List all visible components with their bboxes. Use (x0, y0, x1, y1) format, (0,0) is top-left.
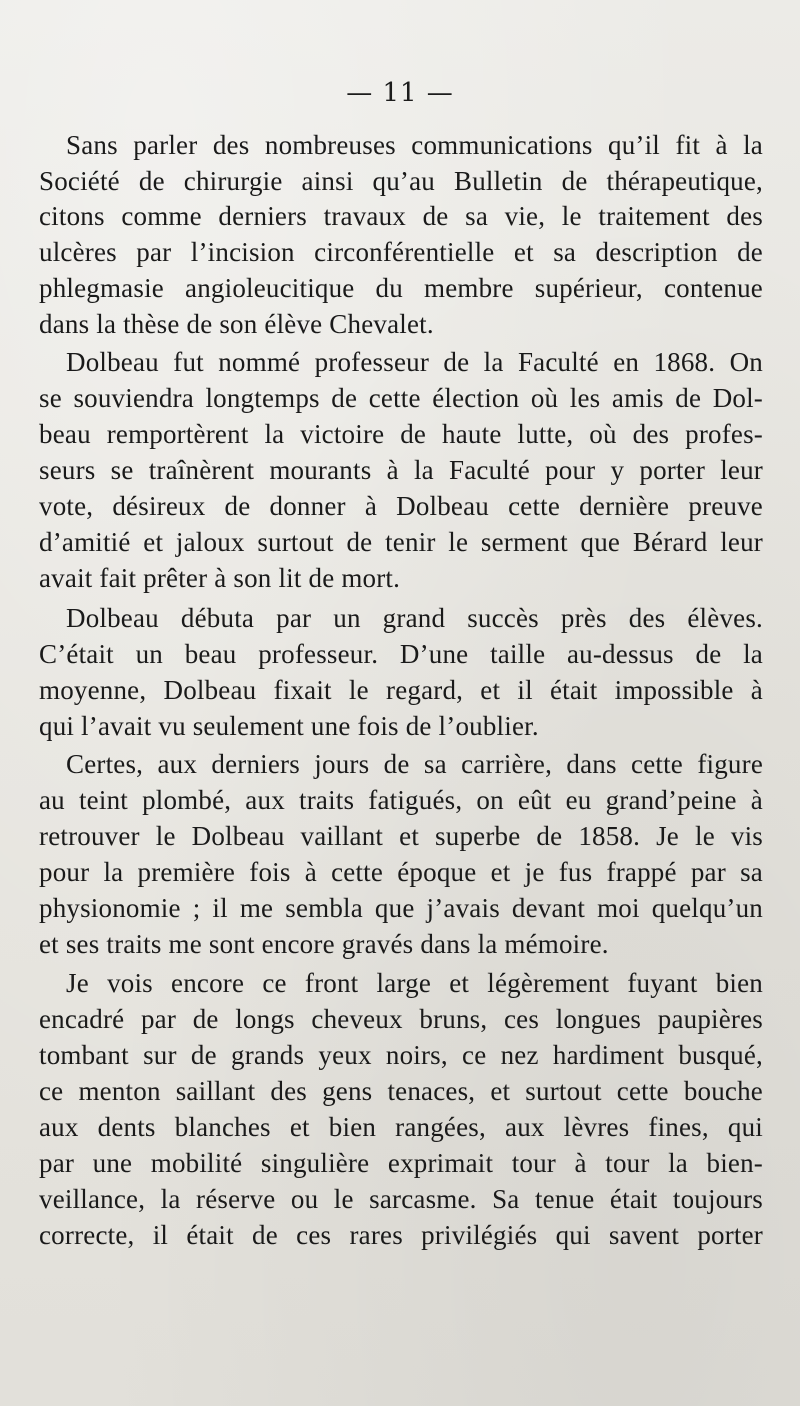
text-line: correcte, il était de ces rares privilégiés qui savent porter (39, 1220, 763, 1250)
text-line: citons comme derniers travaux de sa vie, le traitement des (39, 201, 763, 231)
text-line: se souviendra longtemps de cette élection où les amis de Dol- (39, 383, 763, 413)
text-line: tombant sur de grands yeux noirs, ce nez hardiment busqué, (39, 1040, 763, 1070)
text-line: Certes, aux derniers jours de sa carrière, dans cette figure (66, 749, 763, 779)
text-line: Dolbeau débuta par un grand succès près des élèves. (66, 603, 763, 633)
text-line: au teint plombé, aux traits fatigués, on eût eu grand’peine à (39, 785, 763, 815)
text-line: Je vois encore ce front large et légèrement fuyant bien (66, 968, 763, 998)
text-line: Dolbeau fut nommé professeur de la Faculté en 1868. On (66, 347, 763, 377)
text-line: avait fait prêter à son lit de mort. (39, 563, 401, 593)
text-line: pour la première fois à cette époque et je fus frappé par sa (39, 857, 763, 887)
text-line: Société de chirurgie ainsi qu’au Bulletin de thérapeutique, (39, 166, 763, 196)
text-line: retrouver le Dolbeau vaillant et superbe de 1858. Je le vis (39, 821, 763, 851)
text-line: dans la thèse de son élève Chevalet. (39, 309, 434, 339)
text-line: veillance, la réserve ou le sarcasme. Sa tenue était toujours (39, 1184, 763, 1214)
text-line: vote, désireux de donner à Dolbeau cette dernière preuve (39, 491, 763, 521)
text-line: C’était un beau professeur. D’une taille au-dessus de la (39, 639, 763, 669)
text-line: encadré par de longs cheveux bruns, ces longues paupières (39, 1004, 763, 1034)
text-line: ce menton saillant des gens tenaces, et surtout cette bouche (39, 1076, 763, 1106)
text-line: par une mobilité singulière exprimait tour à tour la bien- (39, 1148, 763, 1178)
text-line: seurs se traînèrent mourants à la Faculté pour y porter leur (39, 455, 763, 485)
text-line: beau remportèrent la victoire de haute lutte, où des profes- (39, 419, 763, 449)
page-number: — 11 — (346, 78, 454, 108)
text-line: Sans parler des nombreuses communications qu’il fit à la (66, 130, 763, 160)
text-line: phlegmasie angioleucitique du membre supérieur, contenue (39, 273, 763, 303)
text-line: d’amitié et jaloux surtout de tenir le serment que Bérard leur (39, 527, 763, 557)
text-line: moyenne, Dolbeau fixait le regard, et il était impossible à (39, 675, 763, 705)
text-line: aux dents blanches et bien rangées, aux lèvres fines, qui (39, 1112, 763, 1142)
text-line: physionomie ; il me sembla que j’avais devant moi quelqu’un (39, 893, 763, 923)
text-line: qui l’avait vu seulement une fois de l’oublier. (39, 711, 539, 741)
text-line: et ses traits me sont encore gravés dans la mémoire. (39, 929, 609, 959)
text-line: ulcères par l’incision circonférentielle et sa description de (39, 237, 763, 267)
